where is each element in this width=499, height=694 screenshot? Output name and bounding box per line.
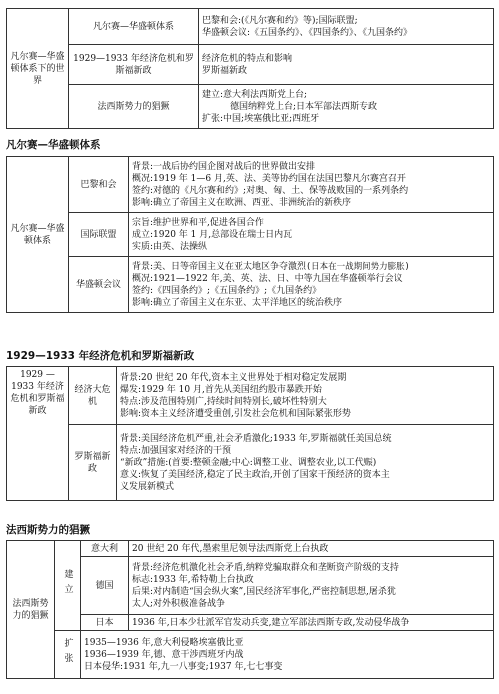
topic-label: 华盛顿会议 [69,257,129,313]
note: (日本在一战期间势力膨胀) [306,261,410,272]
expansion-content: 1935—1936 年,意大利侵略埃塞俄比亚 1936—1939 年,德、意干涉西班牙内战 日本侵华:1931 年,九一八事变;1937 年,七七事变 [81,631,494,679]
overview-row-label: 1929—1933 年经济危机和罗斯福新政 [69,45,199,85]
section-title: 法西斯势力的猖獗 [6,524,90,536]
country-content: 20 世纪 20 年代,墨索里尼领导法西斯党上台执政 [129,541,494,557]
country-label: 日本 [81,615,129,631]
topic-content: 背景:美、日等帝国主义在亚太地区争夺激烈(日本在一战期间势力膨胀) 概况:1921—1922 年,美、英、法、日、中等九国在华盛顿举行会议 签约:《四国条约》;《五国条约》;《九国条约》 影响:确立了帝国主义在东亚、太平洋地区的统治秩序 [129,257,494,313]
economic-crisis-table [6,366,494,501]
topic-label: 罗斯福新政 [69,425,117,501]
country-label: 德国 [81,557,129,615]
topic-content: 背景:美国经济危机严重,社会矛盾激化;1933 年,罗斯福就任美国总统 特点:加强国家对经济的干预 “新政”措施:(首要:整顿金融;中心:调整工业、调整农业,以工代赈) 意义:恢复了美国经济,稳定了民主政治,开创了国家干预经济的资本主 义发展新模式 [117,425,494,501]
overview-row-content: 巴黎和会:(《凡尔赛和约》等);国际联盟; 华盛顿会议:《五国条约》、《四国条约》、《九国条约》 [199,9,494,45]
overview-row-label: 凡尔赛—华盛顿体系 [69,9,199,45]
section-left-label: 凡尔赛—华盛顿体系 [7,157,69,313]
overview-table [6,8,494,129]
topic-content: 背景:一战后协约国企图对战后的世界做出安排 概况:1919 年 1—6 月,英、法、美等协约国在法国巴黎凡尔赛宫召开 签约:对德的《凡尔赛和约》;对奥、匈、土、保等战败国的一系列条约 影响:确立了帝国主义在欧洲、西亚、非洲统治的新秩序 [129,157,494,213]
section-left-label: 法西斯势力的猖獗 [7,541,55,679]
build-label: 建立 [55,541,81,631]
topic-label: 国际联盟 [69,213,129,257]
versailles-washington-table [6,156,494,313]
country-content: 1936 年,日本少壮派军官发动兵变,建立军部法西斯专政,发动侵华战争 [129,615,494,631]
overview-row-label: 法西斯势力的猖獗 [69,85,199,129]
topic-label: 经济大危机 [69,367,117,425]
section-left-label: 1929 — 1933 年经济危机和罗斯福新政 [7,367,69,501]
section-title: 1929—1933 年经济危机和罗斯福新政 [6,350,195,362]
overview-left-label: 凡尔赛—华盛顿体系下的世界 [7,9,69,129]
fascism-table [6,540,494,679]
topic-content: 宗旨:维护世界和平,促进各国合作 成立:1920 年 1 月,总部设在瑞士日内瓦 实质:由英、法操纵 [129,213,494,257]
topic-label: 巴黎和会 [69,157,129,213]
expand-label: 扩张 [55,631,81,679]
section-title: 凡尔赛—华盛顿体系 [6,139,101,151]
overview-row-content: 经济危机的特点和影响 罗斯福新政 [199,45,494,85]
topic-content: 背景:20 世纪 20 年代,资本主义世界处于相对稳定发展期 爆发:1929 年 10 月,首先从美国纽约股市暴跌开始 特点:涉及范围特别广,持续时间特别长,破坏性特别大 影响:资本主义经济遭受重创,引发社会危机和国际紧张形势 [117,367,494,425]
overview-row-content: 建立:意大利法西斯党上台; 德国纳粹党上台;日本军部法西斯专政 扩张:中国;埃塞俄比亚;西班牙 [199,85,494,129]
country-label: 意大利 [81,541,129,557]
country-content: 背景:经济危机激化社会矛盾,纳粹党骗取群众和垄断资产阶级的支持 标志:1933 年,希特勒上台执政 后果:对内制造“国会纵火案”,国民经济军事化,严密控制思想,屠杀犹 太人;对外积极准备战争 [129,557,494,615]
